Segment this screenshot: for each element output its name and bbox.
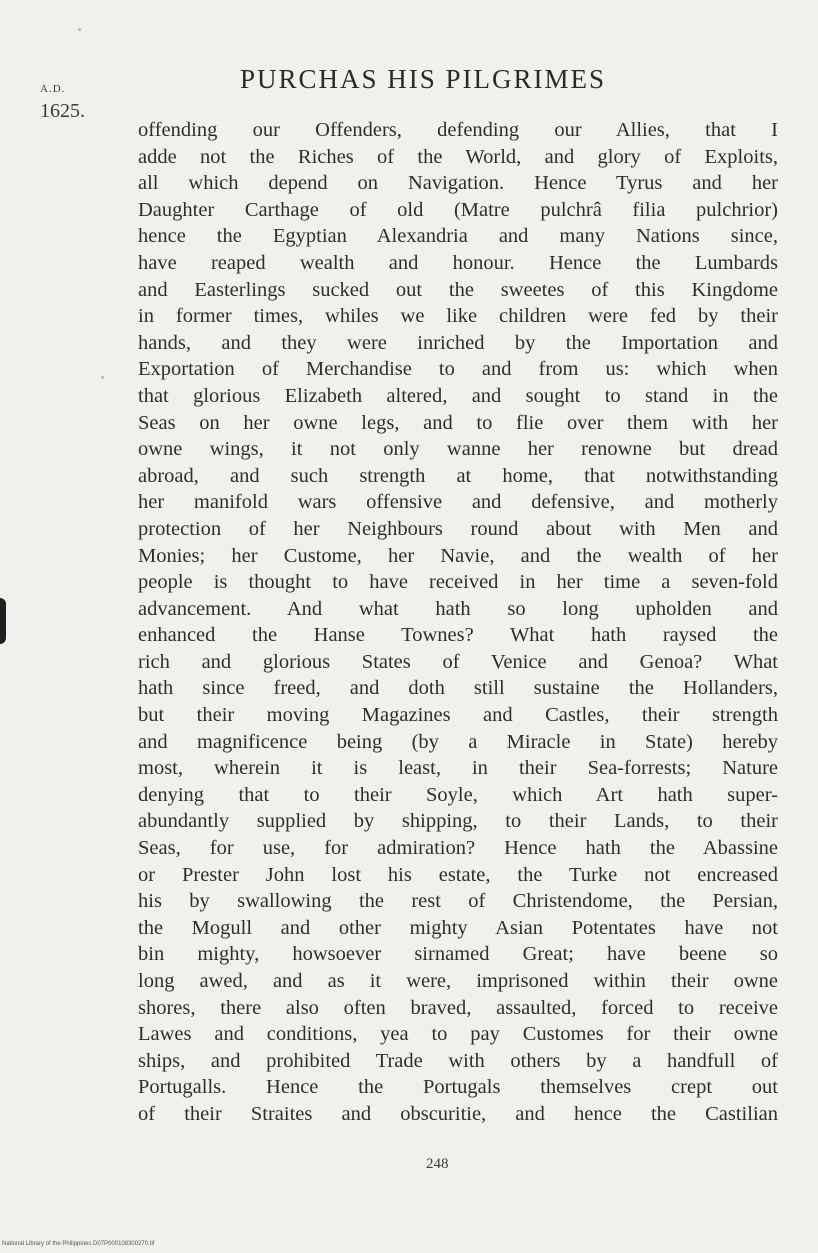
text-line: enhanced the Hanse Townes? What hath raysed the	[138, 624, 778, 647]
text-line: people is thought to have received in her time a seven-fold	[138, 571, 778, 594]
text-line: denying that to their Soyle, which Art hath super-	[138, 783, 778, 806]
text-line: Seas, for use, for admiration? Hence hath the Abassine	[138, 837, 778, 860]
text-line: protection of her Neighbours round about with Men and	[138, 517, 778, 540]
text-line: or Prester John lost his estate, the Turke not encreased	[138, 863, 778, 886]
text-line: rich and glorious States of Venice and Genoa? What	[138, 650, 778, 673]
text-line: Seas on her owne legs, and to flie over them with her	[138, 411, 778, 434]
text-line: in former times, whiles we like children were fed by their	[138, 305, 778, 328]
margin-year: 1625.	[40, 100, 85, 122]
text-line: owne wings, it not only wanne her renowne but dread	[138, 438, 778, 461]
text-line: Portugalls. Hence the Portugals themselves crept out	[138, 1076, 778, 1099]
text-line: abroad, and such strength at home, that notwithstanding	[138, 464, 778, 487]
text-line: her manifold wars offensive and defensive, and motherly	[138, 491, 778, 514]
scan-credit: National Library of the Philippines D07P000108300270.tif	[2, 1241, 155, 1247]
text-line: of their Straites and obscuritie, and hence the Castilian	[138, 1102, 778, 1125]
text-line: most, wherein it is least, in their Sea-forrests; Nature	[138, 757, 778, 780]
text-line: all which depend on Navigation. Hence Tyrus and her	[138, 172, 778, 195]
text-line: bin mighty, howsoever sirnamed Great; have beene so	[138, 943, 778, 966]
margin-date-note	[40, 78, 100, 122]
text-line: ships, and prohibited Trade with others by a handfull of	[138, 1049, 778, 1072]
running-head-title: PURCHAS HIS PILGRIMES	[240, 64, 607, 94]
text-line: hands, and they were inriched by the Importation and	[138, 331, 778, 354]
text-line: advancement. And what hath so long upholden and	[138, 597, 778, 620]
margin-era: A.D.	[40, 83, 66, 95]
text-line: offending our Offenders, defending our Allies, that I	[138, 119, 778, 141]
text-line: Daughter Carthage of old (Matre pulchrâ filia pulchrior)	[138, 198, 778, 221]
text-line: and Easterlings sucked out the sweetes of this Kingdome	[138, 278, 778, 301]
text-line: adde not the Riches of the World, and glory of Exploits,	[138, 145, 778, 168]
text-line: shores, there also often braved, assaulted, forced to receive	[138, 996, 778, 1019]
text-line: that glorious Elizabeth altered, and sought to stand in the	[138, 384, 778, 407]
text-line: abundantly supplied by shipping, to their Lands, to their	[138, 810, 778, 833]
page-edge-shadow	[0, 598, 6, 644]
text-line: but their moving Magazines and Castles, their strength	[138, 704, 778, 727]
text-line: hath since freed, and doth still sustaine the Hollanders,	[138, 677, 778, 700]
body-text	[138, 117, 778, 1128]
text-line: long awed, and as it were, imprisoned within their owne	[138, 970, 778, 992]
text-line: have reaped wealth and honour. Hence the Lumbards	[138, 251, 778, 274]
page-number: 248	[426, 1156, 449, 1172]
text-line: hence the Egyptian Alexandria and many Nations since,	[138, 225, 778, 248]
text-line: his by swallowing the rest of Christendome, the Persian,	[138, 890, 778, 913]
text-line: Lawes and conditions, yea to pay Customes for their owne	[138, 1023, 778, 1046]
text-line: Monies; her Custome, her Navie, and the wealth of her	[138, 544, 778, 567]
paper-speck	[78, 28, 81, 31]
text-line: Exportation of Merchandise to and from us: which when	[138, 358, 778, 381]
text-line: and magnificence being (by a Miracle in State) hereby	[138, 730, 778, 753]
paper-speck	[101, 376, 104, 379]
text-line: the Mogull and other mighty Asian Potentates have not	[138, 916, 778, 939]
